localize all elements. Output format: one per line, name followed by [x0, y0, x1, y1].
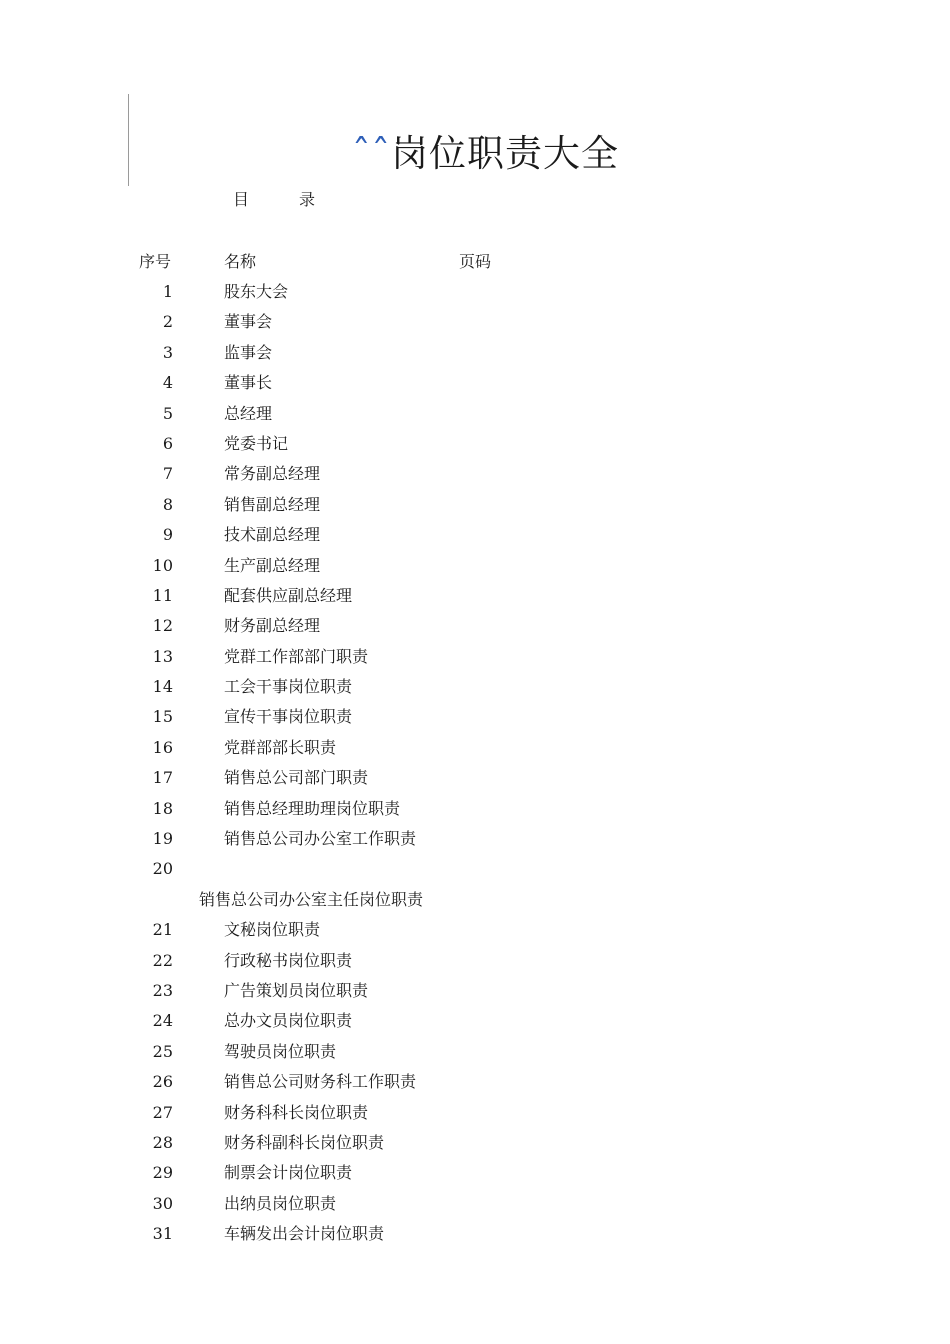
entry-number: 4 [162, 373, 173, 393]
column-header-number: 序号 [139, 252, 172, 271]
toc-entry[interactable] [0, 980, 950, 1010]
entry-name: 行政秘书岗位职责 [224, 950, 353, 970]
toc-entry[interactable] [0, 1041, 950, 1071]
toc-entry[interactable] [0, 646, 950, 676]
entry-number: 25 [152, 1041, 173, 1061]
entry-number: 15 [152, 707, 173, 727]
toc-entry[interactable] [0, 494, 950, 524]
entry-name: 制票会计岗位职责 [224, 1163, 353, 1183]
entry-number: 7 [162, 464, 173, 484]
entry-name: 总经理 [224, 403, 273, 423]
title-text: 岗位职责大全 [391, 132, 619, 175]
entry-name: 车辆发出会计岗位职责 [224, 1224, 385, 1244]
entry-name: 销售总公司财务科工作职责 [224, 1072, 417, 1092]
toc-entry[interactable] [0, 1010, 950, 1040]
entry-number: 14 [152, 677, 173, 697]
toc-entry[interactable] [0, 1102, 950, 1132]
toc-entry[interactable] [0, 1193, 950, 1223]
entry-number: 22 [152, 950, 173, 970]
entry-number: 12 [152, 616, 173, 636]
entry-name: 出纳员岗位职责 [224, 1193, 337, 1213]
entry-name: 常务副总经理 [224, 464, 321, 484]
entry-number: 24 [152, 1011, 173, 1031]
toc-entry[interactable] [0, 403, 950, 433]
entry-name: 财务副总经理 [224, 616, 321, 636]
toc-entry[interactable] [0, 767, 950, 797]
toc-entry[interactable] [0, 1162, 950, 1192]
entry-number: 8 [162, 494, 173, 514]
entry-number: 13 [152, 646, 173, 666]
entry-number: 3 [162, 342, 173, 362]
toc-entry[interactable] [0, 737, 950, 767]
entry-name: 驾驶员岗位职责 [224, 1041, 337, 1061]
toc-entry[interactable] [0, 463, 950, 493]
toc-entry[interactable] [0, 676, 950, 706]
toc-entry[interactable] [0, 342, 950, 372]
toc-heading-mu: 目 [233, 190, 250, 209]
entry-name: 党委书记 [224, 433, 289, 453]
entry-number: 10 [152, 555, 173, 575]
toc-entry[interactable] [0, 1132, 950, 1162]
toc-entry[interactable] [0, 858, 950, 919]
toc-entry[interactable] [0, 798, 950, 828]
toc-entry[interactable] [0, 281, 950, 311]
entry-name: 宣传干事岗位职责 [224, 707, 353, 727]
entry-number: 5 [162, 403, 173, 423]
entry-number: 31 [152, 1224, 173, 1244]
toc-entry[interactable] [0, 950, 950, 980]
entry-name: 销售总经理助理岗位职责 [224, 798, 401, 818]
toc-entry[interactable] [0, 433, 950, 463]
entry-number: 11 [152, 585, 173, 605]
entry-number: 16 [152, 737, 173, 757]
column-header-name: 名称 [224, 252, 257, 271]
entry-number: 1 [162, 282, 173, 301]
entry-name: 财务科科长岗位职责 [224, 1102, 369, 1122]
entry-number: 2 [162, 312, 173, 332]
entry-number: 17 [152, 768, 173, 788]
toc-entry[interactable] [0, 555, 950, 585]
toc-entry[interactable] [0, 585, 950, 615]
column-header-page: 页码 [459, 252, 492, 271]
entry-name: 监事会 [224, 342, 273, 362]
toc-entry[interactable] [0, 372, 950, 402]
title-prefix: ˆˆ [352, 132, 391, 175]
entry-number: 19 [152, 829, 173, 849]
entry-number: 9 [162, 525, 173, 545]
entry-name: 董事会 [224, 312, 273, 332]
toc-entry[interactable] [0, 615, 950, 645]
entry-name: 销售总公司部门职责 [224, 768, 369, 788]
document-title [352, 130, 619, 178]
entry-number: 28 [152, 1132, 173, 1152]
entry-name: 股东大会 [224, 282, 289, 301]
toc-entry[interactable] [0, 524, 950, 554]
entry-name: 销售总公司办公室主任岗位职责 [199, 889, 424, 909]
entry-number: 26 [152, 1072, 173, 1092]
entry-name: 党群工作部部门职责 [224, 646, 369, 666]
entry-name: 文秘岗位职责 [224, 920, 321, 940]
toc-entry[interactable] [0, 1071, 950, 1101]
entry-name: 技术副总经理 [224, 525, 321, 545]
toc-entry[interactable] [0, 706, 950, 736]
entry-number: 27 [152, 1102, 173, 1122]
toc-heading-lu: 录 [299, 190, 316, 209]
toc-entry[interactable] [0, 919, 950, 949]
toc-entry[interactable] [0, 828, 950, 858]
entry-name: 配套供应副总经理 [224, 585, 353, 605]
entry-name: 财务科副科长岗位职责 [224, 1132, 385, 1152]
entry-name: 销售总公司办公室工作职责 [224, 829, 417, 849]
entry-number: 20 [152, 859, 173, 879]
entry-name: 生产副总经理 [224, 555, 321, 575]
toc-list [0, 281, 950, 1254]
entry-number: 29 [152, 1163, 173, 1183]
toc-entry[interactable] [0, 311, 950, 341]
entry-name: 工会干事岗位职责 [224, 677, 353, 697]
entry-number: 23 [152, 981, 173, 1000]
entry-number: 6 [162, 433, 173, 453]
entry-number: 30 [152, 1193, 173, 1213]
entry-name: 销售副总经理 [224, 494, 321, 514]
entry-number: 21 [152, 920, 173, 940]
toc-entry[interactable] [0, 1223, 950, 1253]
entry-name: 总办文员岗位职责 [224, 1011, 353, 1031]
entry-number: 18 [152, 798, 173, 818]
entry-name: 党群部部长职责 [224, 737, 337, 757]
entry-name: 广告策划员岗位职责 [224, 981, 369, 1000]
entry-name: 董事长 [224, 373, 273, 393]
margin-marker [128, 94, 129, 186]
